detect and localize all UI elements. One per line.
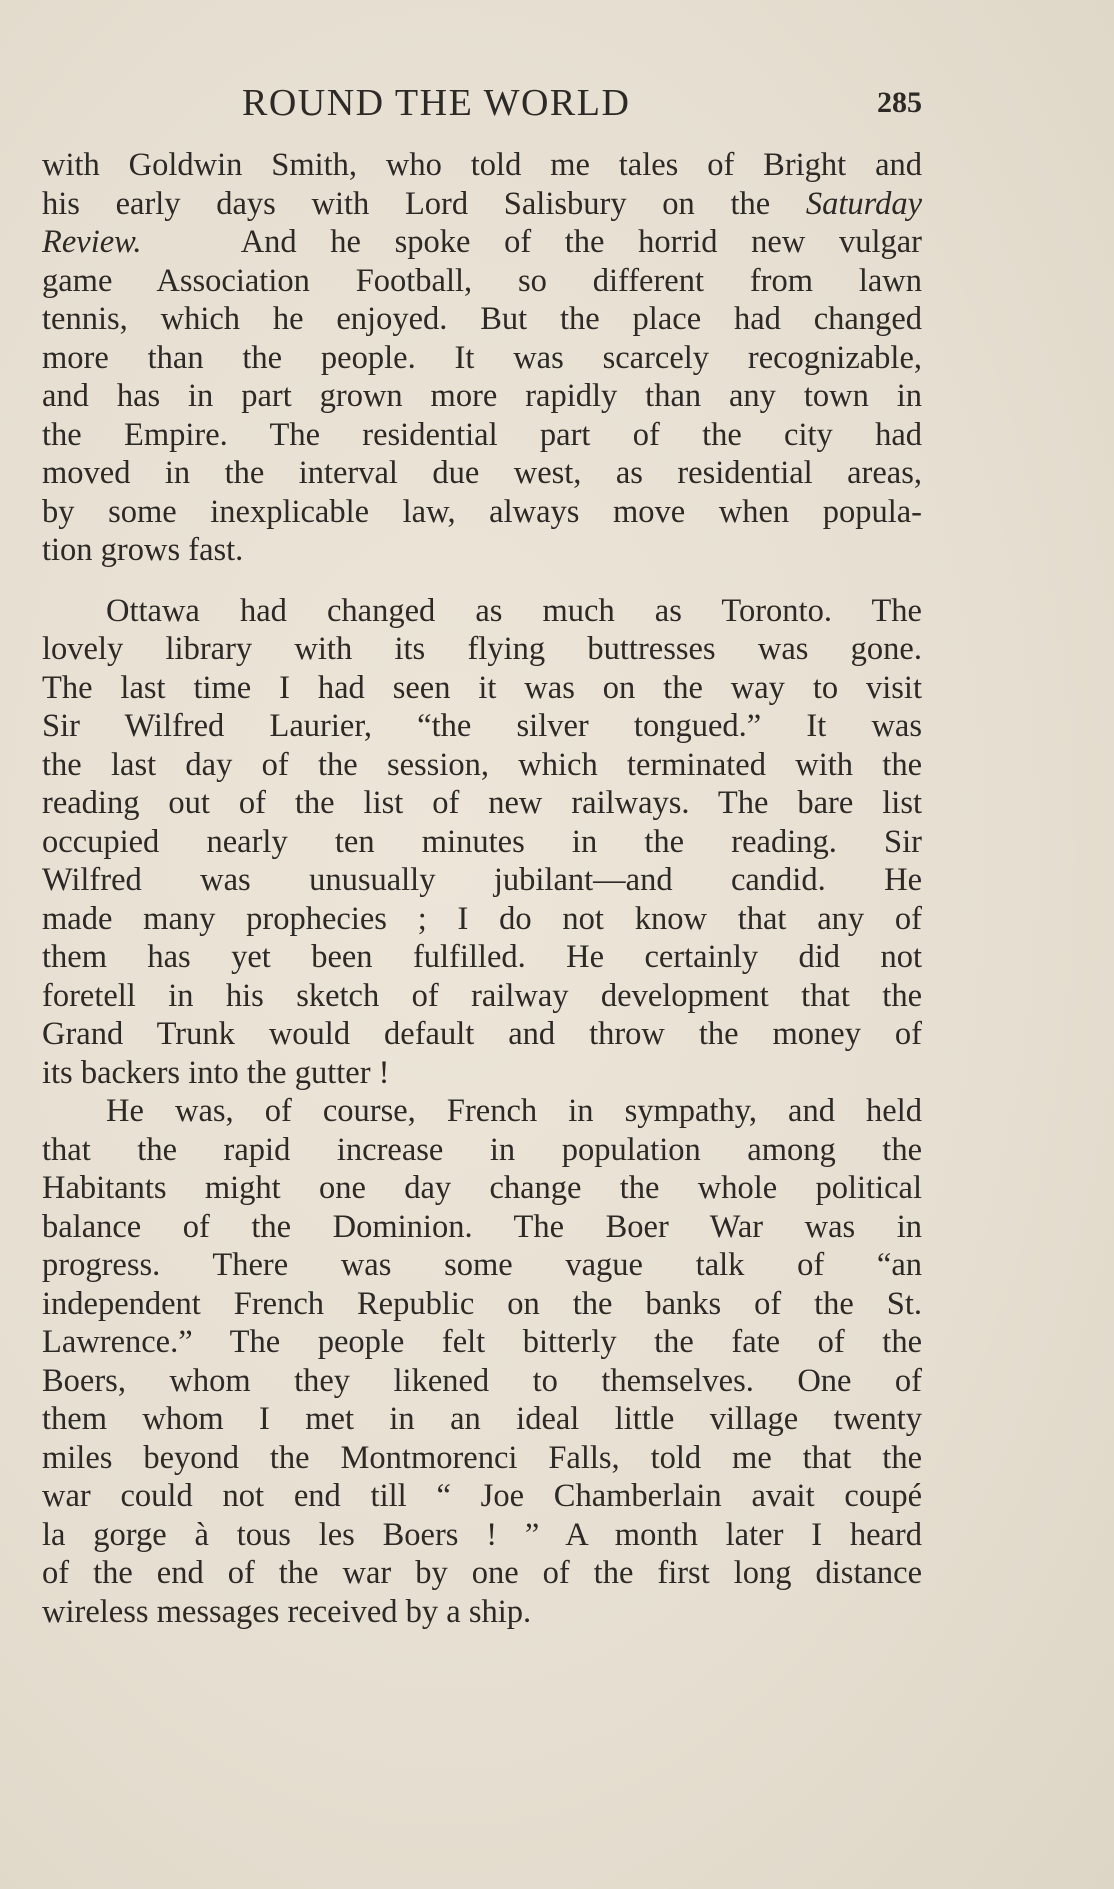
text-line: reading out of the list of new railways. The bare list <box>42 785 922 821</box>
body-text <box>42 146 922 1631</box>
text-line: with Goldwin Smith, who told me tales of Bright and <box>42 147 922 183</box>
text-line: more than the people. It was scarcely recognizable, <box>42 339 922 376</box>
text-line: them whom I met in an ideal little village twenty <box>42 1401 922 1437</box>
italic-title: Review. <box>42 224 142 260</box>
text-line: and has in part grown more rapidly than any town in <box>42 378 922 414</box>
text-line: the Empire. The residential part of the city had <box>42 416 922 453</box>
text-line: Ottawa had changed as much as Toronto. The <box>106 592 922 629</box>
page-number: 285 <box>877 86 922 119</box>
text-line: Grand Trunk would default and throw the money of <box>42 1016 922 1052</box>
text-line: moved in the interval due west, as residential areas, <box>42 455 922 491</box>
text-line: Lawrence.” The people felt bitterly the fate of the <box>42 1324 922 1360</box>
text-line: foretell in his sketch of railway development that the <box>42 977 922 1014</box>
text-line: lovely library with its flying buttresses was gone. <box>42 631 922 667</box>
text-line: the last day of the session, which terminated with the <box>42 746 922 783</box>
italic-title: Saturday <box>805 185 922 222</box>
text-line: independent French Republic on the banks of the St. <box>42 1285 922 1322</box>
paragraph-3 <box>42 1092 922 1631</box>
text-line: balance of the Dominion. The Boer War was in <box>42 1208 922 1245</box>
text-line: its backers into the gutter ! <box>42 1054 390 1091</box>
text-line: la gorge à tous les Boers ! ” A month later I heard <box>42 1516 922 1553</box>
text-line: that the rapid increase in population among the <box>42 1131 922 1168</box>
text-line: miles beyond the Montmorenci Falls, told me that the <box>42 1439 922 1476</box>
text-line: occupied nearly ten minutes in the reading. Sir <box>42 823 922 860</box>
text-line: wireless messages received by a ship. <box>42 1593 532 1630</box>
text-line <box>42 223 922 262</box>
text-line: made many prophecies ; I do not know that any of <box>42 900 922 937</box>
text-line: tennis, which he enjoyed. But the place had changed <box>42 301 922 337</box>
text-line: He was, of course, French in sympathy, and held <box>106 1093 922 1129</box>
paragraph-1 <box>42 146 922 570</box>
running-head: ROUND THE WORLD <box>242 82 631 124</box>
text-line: Habitants might one day change the whole political <box>42 1170 922 1206</box>
text-line <box>42 185 922 224</box>
text-line: war could not end till “ Joe Chamberlain avait coupé <box>42 1478 922 1514</box>
text-line: by some inexplicable law, always move when popula- <box>42 493 922 530</box>
page-header <box>42 78 922 128</box>
text-line: Sir Wilfred Laurier, “the silver tongued.” It was <box>42 708 922 744</box>
text-line: of the end of the war by one of the first long distance <box>42 1555 922 1591</box>
text-line: game Association Football, so different from lawn <box>42 262 922 299</box>
text-line: progress. There was some vague talk of “an <box>42 1247 922 1283</box>
text-line: The last time I had seen it was on the way to visit <box>42 669 922 706</box>
text-segment: his early days with Lord Salisbury on the <box>42 185 771 222</box>
text-line: Wilfred was unusually jubilant—and candid. He <box>42 862 922 898</box>
text-line: tion grows fast. <box>42 532 244 568</box>
text-segment: And he spoke of the horrid new vulgar <box>240 224 922 260</box>
text-line: Boers, whom they likened to themselves. One of <box>42 1362 922 1399</box>
text-line: them has yet been fulfilled. He certainly did not <box>42 939 922 975</box>
paragraph-2 <box>42 592 922 1093</box>
paragraph-gap <box>42 570 922 592</box>
